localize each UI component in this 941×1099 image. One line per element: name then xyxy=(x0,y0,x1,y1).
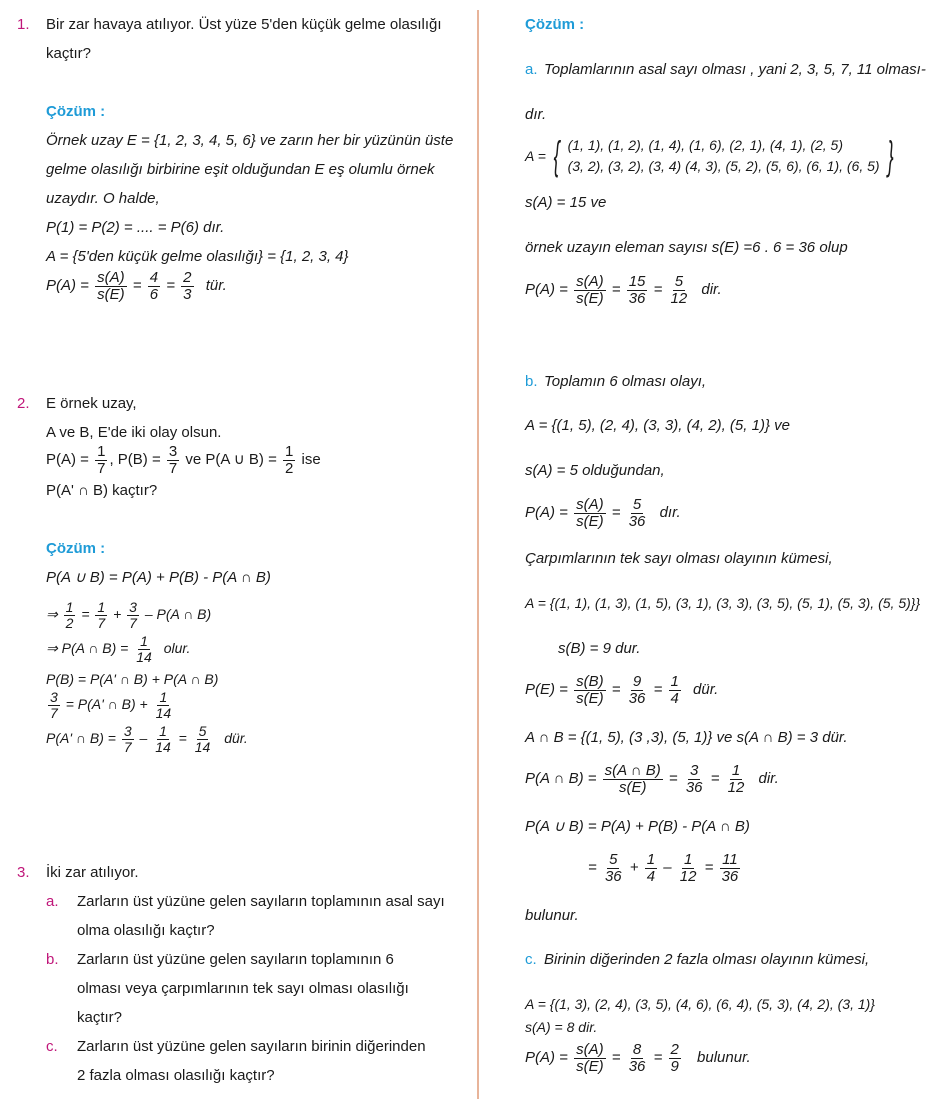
question-text: A ve B, E'de iki olay olsun. xyxy=(46,424,222,441)
set-definition: A = { (1, 1), (1, 2), (1, 4), (1, 6), (2, 1), (4, 1), (2, 5) (3, 2), (3, 2), (3, 4) (4, 3), (5, 2), (5, 6), (6, 1), (6, 5) } xyxy=(525,134,894,178)
question-number: 1. xyxy=(17,16,30,33)
option-letter: b. xyxy=(46,951,59,968)
solution-line: Toplamın 6 olması olayı, xyxy=(544,373,707,390)
fraction: $\frac{2}{3}$ xyxy=(183,269,192,303)
fraction: $\frac{1}{7}$ xyxy=(97,443,106,477)
formula-line: ⇒ P(A ∩ B) = $\frac{1}{14}$ olur. xyxy=(46,633,191,665)
formula-line: = $\frac{5}{36}$ + $\frac{1}{4}$ – $\frac{1}{12}$ = $\frac{11}{36}$ xyxy=(588,851,739,885)
solution-line: s(A) = 15 ve xyxy=(525,194,607,211)
question-text: E örnek uzay, xyxy=(46,395,137,412)
solution-line: gelme olasılığı birbirine eşit olduğundan E eş olumlu örnek xyxy=(46,161,435,178)
solution-label: Çözüm : xyxy=(46,103,106,120)
option-text: olması veya çarpımlarının tek sayı olması olasılığı xyxy=(77,980,409,997)
question-number: 2. xyxy=(17,395,30,412)
solution-line: s(A) = 5 olduğundan, xyxy=(525,462,665,479)
formula-line: P(A) = $\frac{s(A)}{s(E)}$ = $\frac{15}{36}$ = $\frac{5}{12}$ dir. xyxy=(525,273,722,307)
fraction: $\frac{s(A)}{s(E)}$ xyxy=(97,269,125,303)
solution-line: A = {5'den küçük gelme olasılığı} = {1, 2, 3, 4} xyxy=(46,248,349,265)
solution-line: A = {(1, 1), (1, 3), (1, 5), (3, 1), (3, 3), (3, 5), (5, 1), (5, 3), (5, 5)}} xyxy=(525,595,921,611)
solution-label: Çözüm : xyxy=(46,540,106,557)
question-text: Bir zar havaya atılıyor. Üst yüze 5'den küçük gelme olasılığı xyxy=(46,16,442,33)
solution-line: P(A ∪ B) = P(A) + P(B) - P(A ∩ B) xyxy=(525,818,750,835)
solution-line: uzaydır. O halde, xyxy=(46,190,160,207)
solution-line: P(A ∪ B) = P(A) + P(B) - P(A ∩ B) xyxy=(46,569,271,586)
solution-line: örnek uzayın eleman sayısı s(E) =6 . 6 = 36 olup xyxy=(525,239,848,256)
question-text: P(A' ∩ B) kaçtır? xyxy=(46,482,158,499)
formula-text: P(A) = xyxy=(46,277,89,295)
solution-line: A ∩ B = {(1, 5), (3 ,3), (5, 1)} ve s(A ∩ B) = 3 dür. xyxy=(525,729,848,746)
solution-line: Birinin diğerinden 2 fazla olması olayının kümesi, xyxy=(544,951,870,968)
option-text: Zarların üst yüzüne gelen sayıların toplamının asal sayı xyxy=(77,893,445,910)
option-text: Zarların üst yüzüne gelen sayıların birinin diğerinden xyxy=(77,1038,426,1055)
question-text: kaçtır? xyxy=(46,45,92,62)
column-divider xyxy=(477,10,479,1099)
option-letter: c. xyxy=(46,1038,58,1055)
solution-line: Toplamlarının asal sayı olması , yani 2, 3, 5, 7, 11 olması- xyxy=(544,61,926,78)
solution-line: dır. xyxy=(525,106,547,123)
formula-line: ⇒ $\frac{1}{2}$ = $\frac{1}{7}$ + $\frac{3}{7}$ – P(A ∩ B) xyxy=(46,599,212,631)
solution-line: Çarpımlarının tek sayı olması olayının kümesi, xyxy=(525,550,833,567)
formula-line: P(A) = $\frac{s(A)}{s(E)}$ = $\frac{4}{6}$ = $\frac{2}{3}$ tür. xyxy=(46,269,227,303)
formula-line: P(B) = P(A' ∩ B) + P(A ∩ B) xyxy=(46,671,219,687)
formula-line: $\frac{3}{7}$ = P(A' ∩ B) + $\frac{1}{14}$ xyxy=(50,689,172,721)
fraction: $\frac{4}{6}$ xyxy=(149,269,159,303)
formula-line: P(A' ∩ B) = $\frac{3}{7}$ – $\frac{1}{14}$ = $\frac{5}{14}$ dür. xyxy=(46,723,248,755)
option-text: Zarların üst yüzüne gelen sayıların toplamının 6 xyxy=(77,951,394,968)
question-text: İki zar atılıyor. xyxy=(46,864,139,881)
question-formula: P(A) = $\frac{1}{7}$ , P(B) = $\frac{3}{7}$ ve P(A ∪ B) = $\frac{1}{2}$ ise xyxy=(46,443,321,477)
solution-line: bulunur. xyxy=(525,907,579,924)
fraction: $\frac{1}{2}$ xyxy=(285,443,294,477)
part-letter: b. xyxy=(525,373,538,390)
formula-line: P(A) = $\frac{s(A)}{s(E)}$ = $\frac{8}{36}$ = $\frac{2}{9}$ bulunur. xyxy=(525,1041,751,1075)
option-text: 2 fazla olması olasılığı kaçtır? xyxy=(77,1067,275,1084)
option-text: olma olasılığı kaçtır? xyxy=(77,922,215,939)
solution-line: A = {(1, 5), (2, 4), (3, 3), (4, 2), (5, 1)} ve xyxy=(525,417,790,434)
solution-line: P(1) = P(2) = .... = P(6) dır. xyxy=(46,219,225,236)
option-letter: a. xyxy=(46,893,59,910)
formula-line: P(A ∩ B) = $\frac{s(A \cap B)}{s(E)}$ = $\frac{3}{36}$ = $\frac{1}{12}$ dir. xyxy=(525,762,779,796)
solution-line: s(A) = 8 dir. xyxy=(525,1019,598,1035)
part-letter: c. xyxy=(525,951,537,968)
solution-line: s(B) = 9 dur. xyxy=(558,640,641,657)
formula-line: P(A) = $\frac{s(A)}{s(E)}$ = $\frac{5}{36}$ dır. xyxy=(525,496,681,530)
solution-label: Çözüm : xyxy=(525,16,585,33)
fraction: $\frac{3}{7}$ xyxy=(168,443,178,477)
question-number: 3. xyxy=(17,864,30,881)
solution-line: A = {(1, 3), (2, 4), (3, 5), (4, 6), (6, 4), (5, 3), (4, 2), (3, 1)} xyxy=(525,996,875,1012)
solution-line: Örnek uzay E = {1, 2, 3, 4, 5, 6} ve zarın her bir yüzünün üste xyxy=(46,132,454,149)
option-text: kaçtır? xyxy=(77,1009,123,1026)
part-letter: a. xyxy=(525,61,538,78)
formula-line: P(E) = $\frac{s(B)}{s(E)}$ = $\frac{9}{36}$ = $\frac{1}{4}$ dür. xyxy=(525,673,719,707)
